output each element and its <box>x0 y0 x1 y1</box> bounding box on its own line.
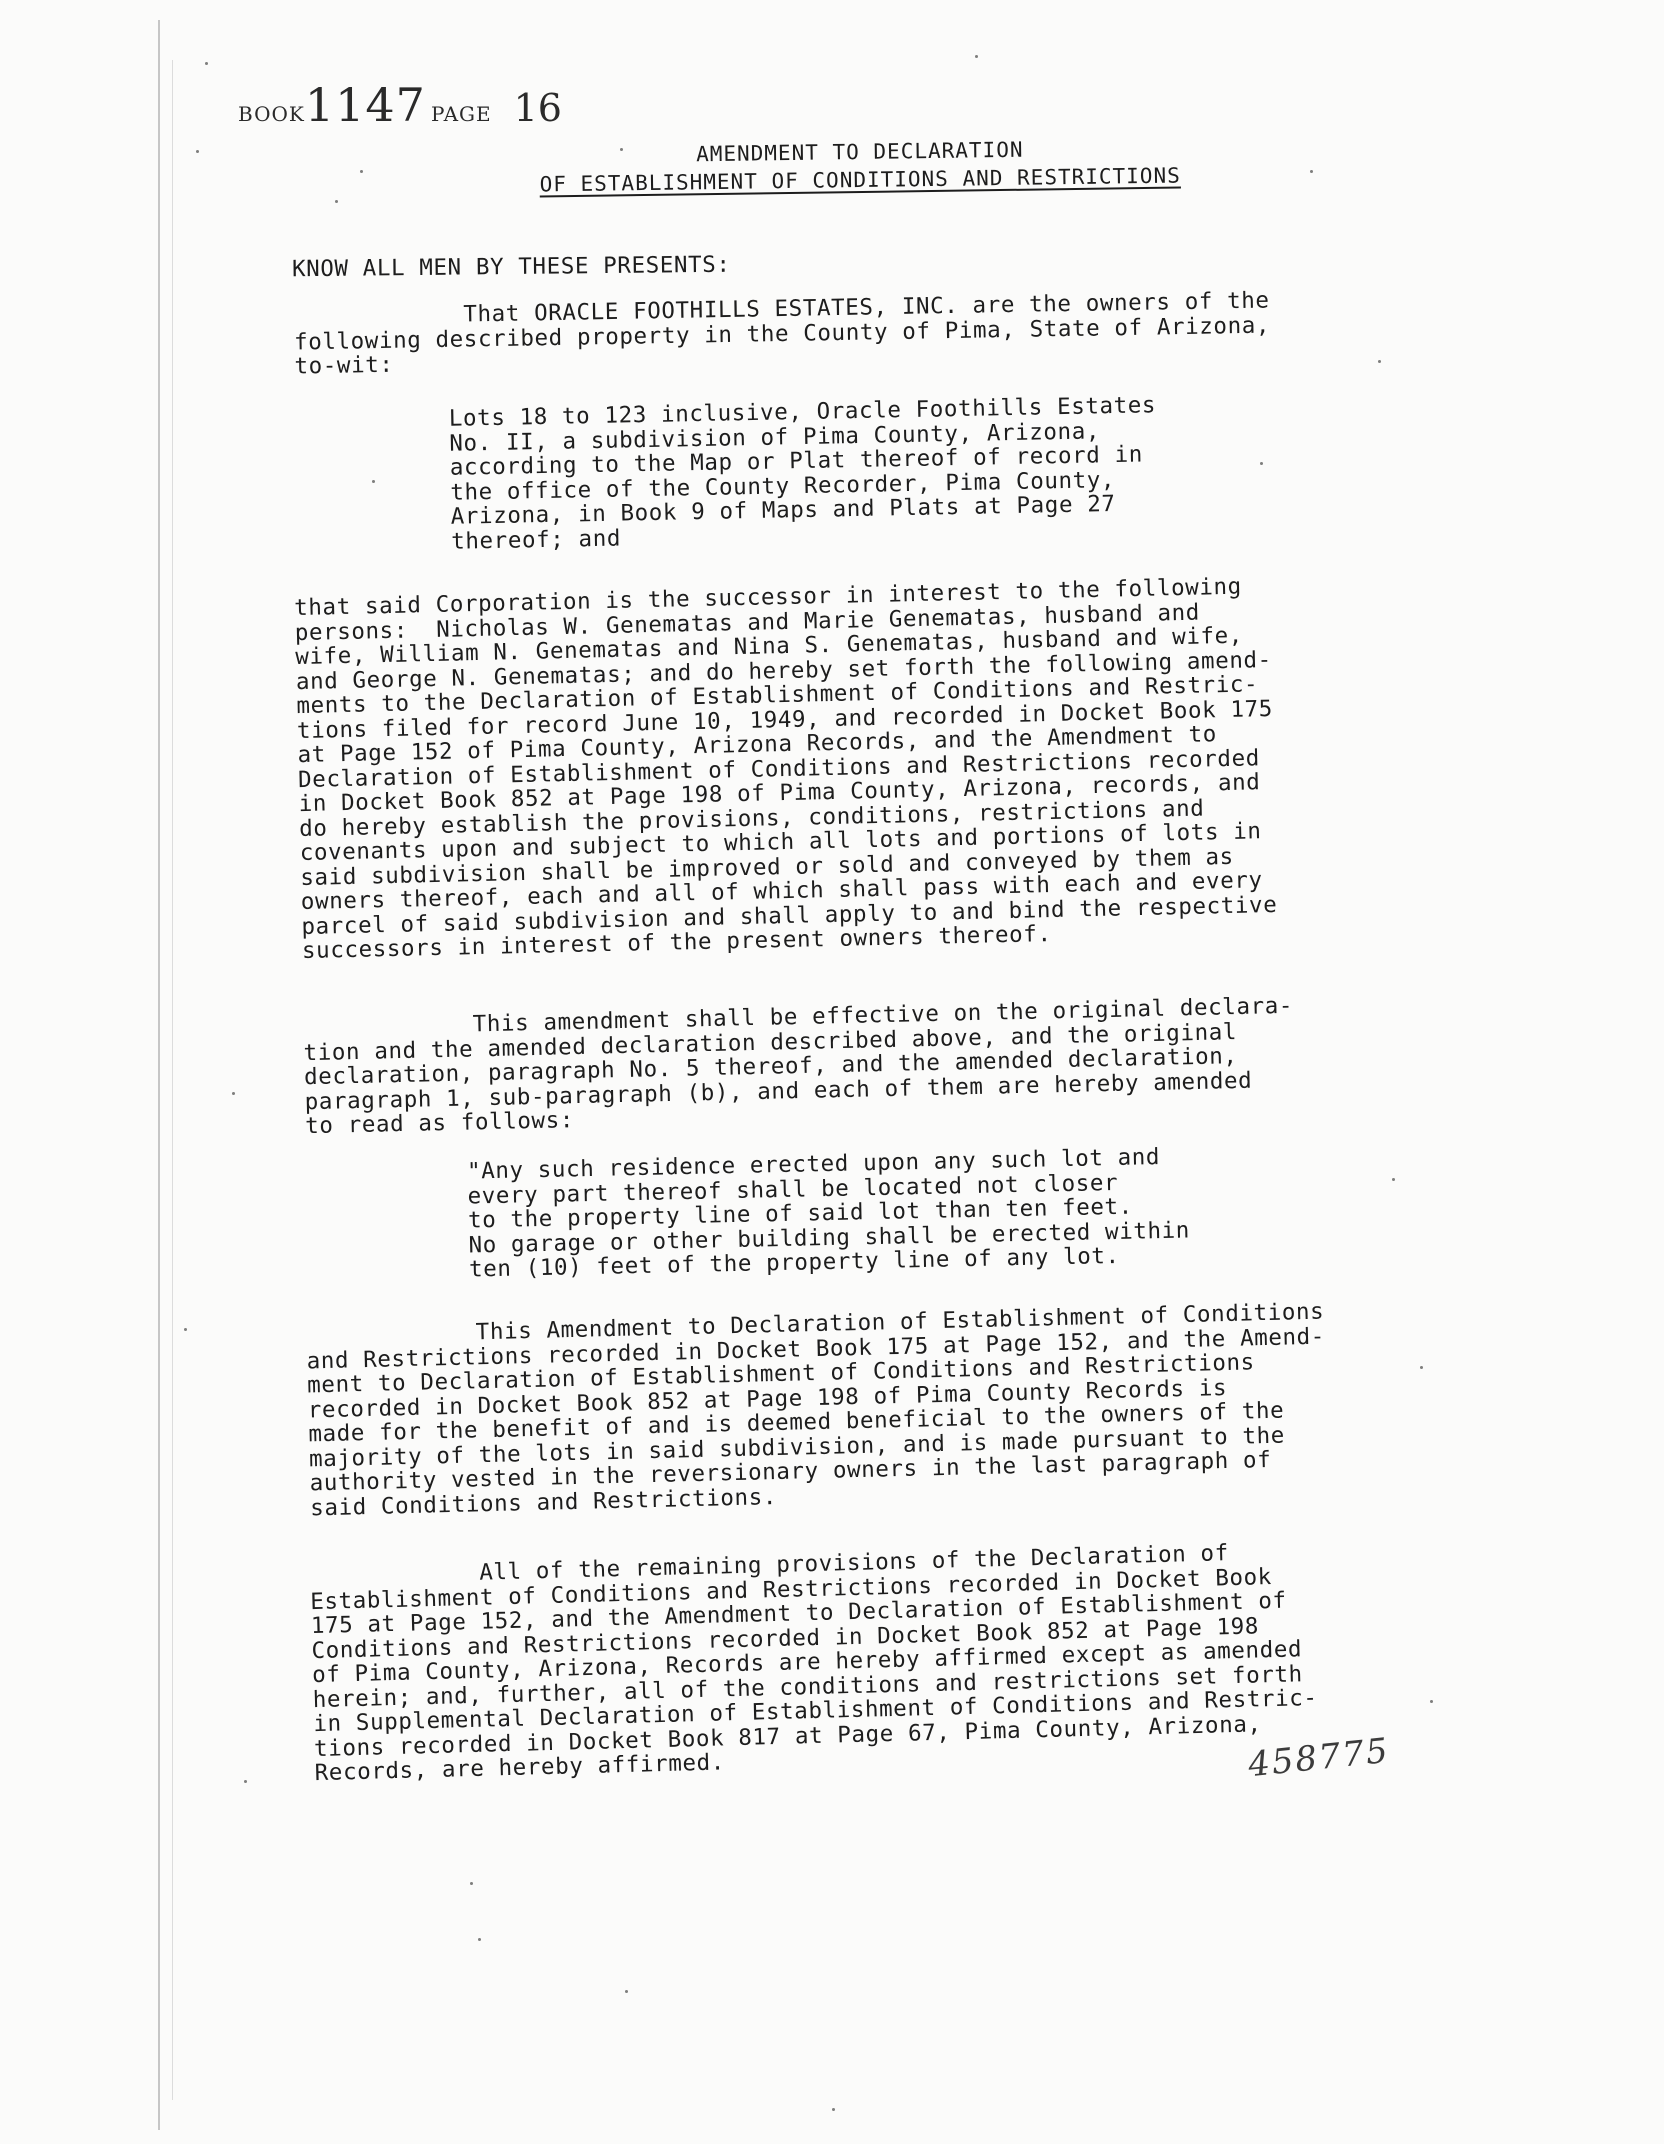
page-label: PAGE <box>430 102 492 126</box>
title-line-1: AMENDMENT TO DECLARATION <box>695 137 1024 167</box>
scan-speck <box>205 62 208 65</box>
book-page-stamp <box>238 78 562 132</box>
scan-speck <box>335 200 338 203</box>
scan-speck <box>1392 1178 1395 1181</box>
scan-speck <box>832 2108 835 2111</box>
scan-speck <box>360 170 363 173</box>
document-title <box>480 133 1241 200</box>
paragraph-owners: That ORACLE FOOTHILLS ESTATES, INC. are the owners of the following described property in the County of Pima, State of Arizona, to-wit: <box>293 287 1271 380</box>
scan-speck <box>1310 170 1313 173</box>
salutation: KNOW ALL MEN BY THESE PRESENTS: <box>291 251 731 283</box>
page-number: 16 <box>513 86 562 130</box>
title-line-2: OF ESTABLISHMENT OF CONDITIONS AND RESTRICTIONS <box>539 163 1181 197</box>
scan-speck <box>625 1990 628 1993</box>
paragraph-amendment-effective: This amendment shall be effective on the original declara- tion and the amended declaration described above, and the original declaration, paragraph No. 5 thereof, and the amended declaration, paragraph 1, sub-paragraph (b), and each of them are hereby amended to read as follows: <box>302 992 1294 1140</box>
scan-speck <box>1260 462 1263 465</box>
book-number: 1147 <box>304 78 426 132</box>
paragraph-benefit: This Amendment to Declaration of Establishment of Conditions and Restrictions recorded in Docket Book 175 at Page 152, and the Amend- ment to Declaration of Establishment of Conditions and Restrictions recorded in Docket Book 852 at Page 198 of Pima County Records is made for the benefit of and is deemed beneficial to the owners of the majority of the lots in said subdivision, and is made pursuant to the authority vested in the reversionary owners in the last paragraph of said Conditions and Restrictions. <box>305 1298 1326 1521</box>
paragraph-property-description: Lots 18 to 123 inclusive, Oracle Foothills Estates No. II, a subdivision of Pima County, Arizona, according to the Map or Plat thereof of record in the office of the County Recorder, Pima County, Arizona, in Book 9 of Maps and Plats at Page 27 thereof; and <box>448 392 1157 555</box>
handwritten-record-number: 458775 <box>1246 1730 1392 1786</box>
scan-speck <box>975 55 978 58</box>
paragraph-quoted-restriction: "Any such residence erected upon any such lot and every part thereof shall be located not closer to the property line of said lot than ten feet. No garage or other building shall be erected within ten (10) feet of the property line of any lot. <box>466 1144 1191 1283</box>
scan-speck <box>372 480 375 483</box>
scan-speck <box>196 150 199 153</box>
scan-speck <box>1420 1366 1423 1369</box>
book-label: BOOK <box>238 102 305 126</box>
scan-speck <box>1430 1700 1433 1703</box>
paragraph-successor: that said Corporation is the successor in interest to the following persons: Nicholas W. Genematas and Marie Genematas, husband and wife, William N. Genematas and Nina S. Genematas, husband and wife, and George N. Genematas; and do hereby set forth the following amend- ments to the Declaration of Establishment of Conditions and Restric- tions filed for record June 10, 1949, and recorded in Docket Book 175 at Page 152 of Pima County, Arizona Records, and the Amendment to Declaration of Establishment of Conditions and Restrictions recorded in Docket Book 852 at Page 198 of Pima County, Arizona, records, and do hereby establish the provisions, conditions, restrictions and covenants upon and subject to which all lots and portions of lots in said subdivision shall be improved or sold and conveyed by them as owners thereof, each and all of which shall pass with each and every parcel of said subdivision and shall apply to and bind the respective successors in interest of the present owners thereof. <box>293 573 1278 965</box>
scan-speck <box>232 1092 235 1095</box>
scan-speck <box>478 1938 481 1941</box>
scan-edge-line-secondary <box>172 60 173 2100</box>
scan-speck <box>184 1328 187 1331</box>
scan-speck <box>244 1780 247 1783</box>
paragraph-affirmation: All of the remaining provisions of the Declaration of Establishment of Conditions and Restrictions recorded in Docket Book 175 at Page 152, and the Amendment to Declaration of Establishment of Conditions and Restrictions recorded in Docket Book 852 at Page 198 of Pima County, Arizona, Records are hereby affirmed except as amended herein; and, further, all of the conditions and restrictions set forth in Supplemental Declaration of Establishment of Conditions and Restric- tions recorded in Docket Book 817 at Page 67, Pima County, Arizona, Records, are hereby affirmed. <box>309 1540 1318 1787</box>
scan-edge-line <box>158 20 160 2130</box>
scan-speck <box>470 1882 473 1885</box>
scan-speck <box>1378 360 1381 363</box>
scan-speck <box>620 148 623 151</box>
